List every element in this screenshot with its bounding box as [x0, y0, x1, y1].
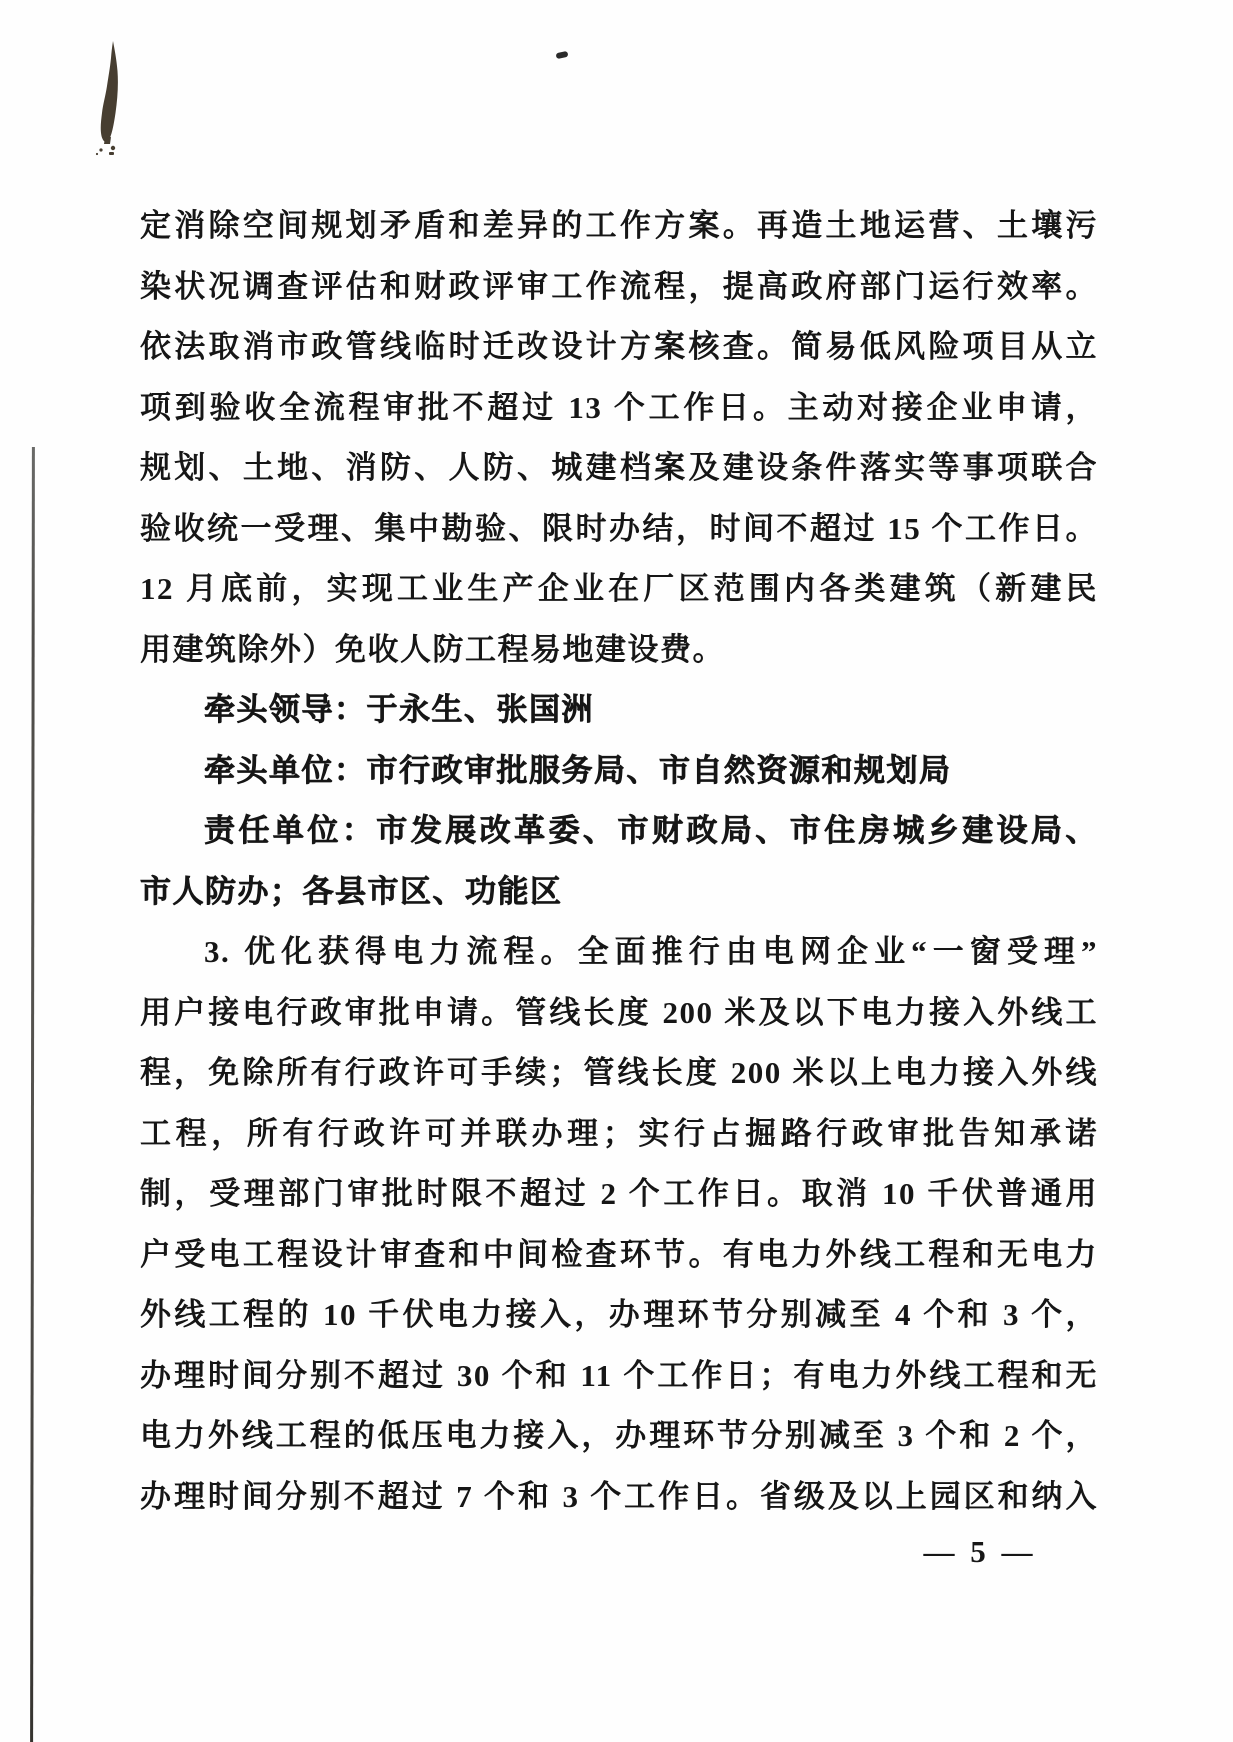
text-line-content: 制，受理部门审批时限不超过 2 个工作日。取消 10 千伏普通用	[140, 1176, 1098, 1211]
responsible-unit-line-continued	[140, 862, 1098, 923]
text-line-content: 责任单位：市发展改革委、市财政局、市住房城乡建设局、	[204, 813, 1098, 848]
text-line	[140, 983, 1098, 1044]
section-heading-line	[140, 922, 1098, 983]
text-line	[140, 257, 1098, 318]
text-line-content: 市人防办；各县市区、功能区	[140, 873, 563, 909]
lead-leader-line	[140, 680, 1098, 741]
text-line-content: 牵头单位：市行政审批服务局、市自然资源和规划局	[204, 752, 952, 788]
text-line-content: 依法取消市政管线临时迁改设计方案核查。简易低风险项目从立	[140, 329, 1098, 364]
text-line	[140, 499, 1098, 560]
text-line-content: 定消除空间规划矛盾和差异的工作方案。再造土地运营、土壤污	[140, 208, 1098, 243]
text-line	[140, 317, 1098, 378]
text-line-content: 用建筑除外）免收人防工程易地建设费。	[140, 631, 725, 667]
section-number-title: 3. 优化获得电力流程。	[204, 934, 578, 969]
scan-edge-line-artifact	[30, 447, 35, 1742]
lead-unit-line	[140, 741, 1098, 802]
text-line	[140, 378, 1098, 439]
text-line	[140, 1285, 1098, 1346]
text-line	[140, 196, 1098, 257]
text-line-content: 规划、土地、消防、人防、城建档案及建设条件落实等事项联合	[140, 450, 1098, 485]
text-line-content: 用户接电行政审批申请。管线长度 200 米及以下电力接入外线工	[140, 994, 1098, 1030]
ink-smudge-artifact	[92, 40, 126, 158]
text-line	[140, 620, 1098, 681]
text-line-content: 12 月底前，实现工业生产企业在厂区范围内各类建筑（新建民	[140, 571, 1098, 606]
text-line-content: 办理时间分别不超过 7 个和 3 个工作日。省级及以上园区和纳入	[140, 1478, 1098, 1514]
text-line	[140, 559, 1098, 620]
page-number: — 5 —	[923, 1534, 1037, 1569]
text-line-content: 程，免除所有行政许可手续；管线长度 200 米以上电力接入外线	[140, 1055, 1098, 1090]
text-line-content: 牵头领导：于永生、张国洲	[204, 692, 594, 727]
text-line-content: 户受电工程设计审查和中间检查环节。有电力外线工程和无电力	[140, 1236, 1098, 1272]
text-line	[140, 1043, 1098, 1104]
text-line	[140, 1467, 1098, 1528]
text-line	[140, 1225, 1098, 1286]
responsible-unit-line	[140, 801, 1098, 862]
text-line-content: 办理时间分别不超过 30 个和 11 个工作日；有电力外线工程和无	[140, 1357, 1098, 1393]
text-line-content: 电力外线工程的低压电力接入，办理环节分别减至 3 个和 2 个，	[140, 1418, 1098, 1453]
text-line	[140, 1164, 1098, 1225]
text-line-content: 全面推行由电网企业“一窗受理”	[577, 934, 1098, 969]
text-line-content: 项到验收全流程审批不超过 13 个工作日。主动对接企业申请，	[140, 389, 1098, 425]
text-line	[140, 1406, 1098, 1467]
text-line	[140, 1346, 1098, 1407]
text-line-content: 染状况调查评估和财政评审工作流程，提高政府部门运行效率。	[140, 268, 1098, 304]
ink-speck-artifact	[556, 51, 569, 59]
text-line	[140, 438, 1098, 499]
document-body	[140, 196, 1098, 1527]
text-line-content: 工程，所有行政许可并联办理；实行占掘路行政审批告知承诺	[140, 1115, 1098, 1151]
text-line-content: 验收统一受理、集中勘验、限时办结，时间不超过 15 个工作日。	[140, 510, 1098, 546]
text-line	[140, 1104, 1098, 1165]
text-line-content: 外线工程的 10 千伏电力接入，办理环节分别减至 4 个和 3 个，	[140, 1297, 1098, 1332]
